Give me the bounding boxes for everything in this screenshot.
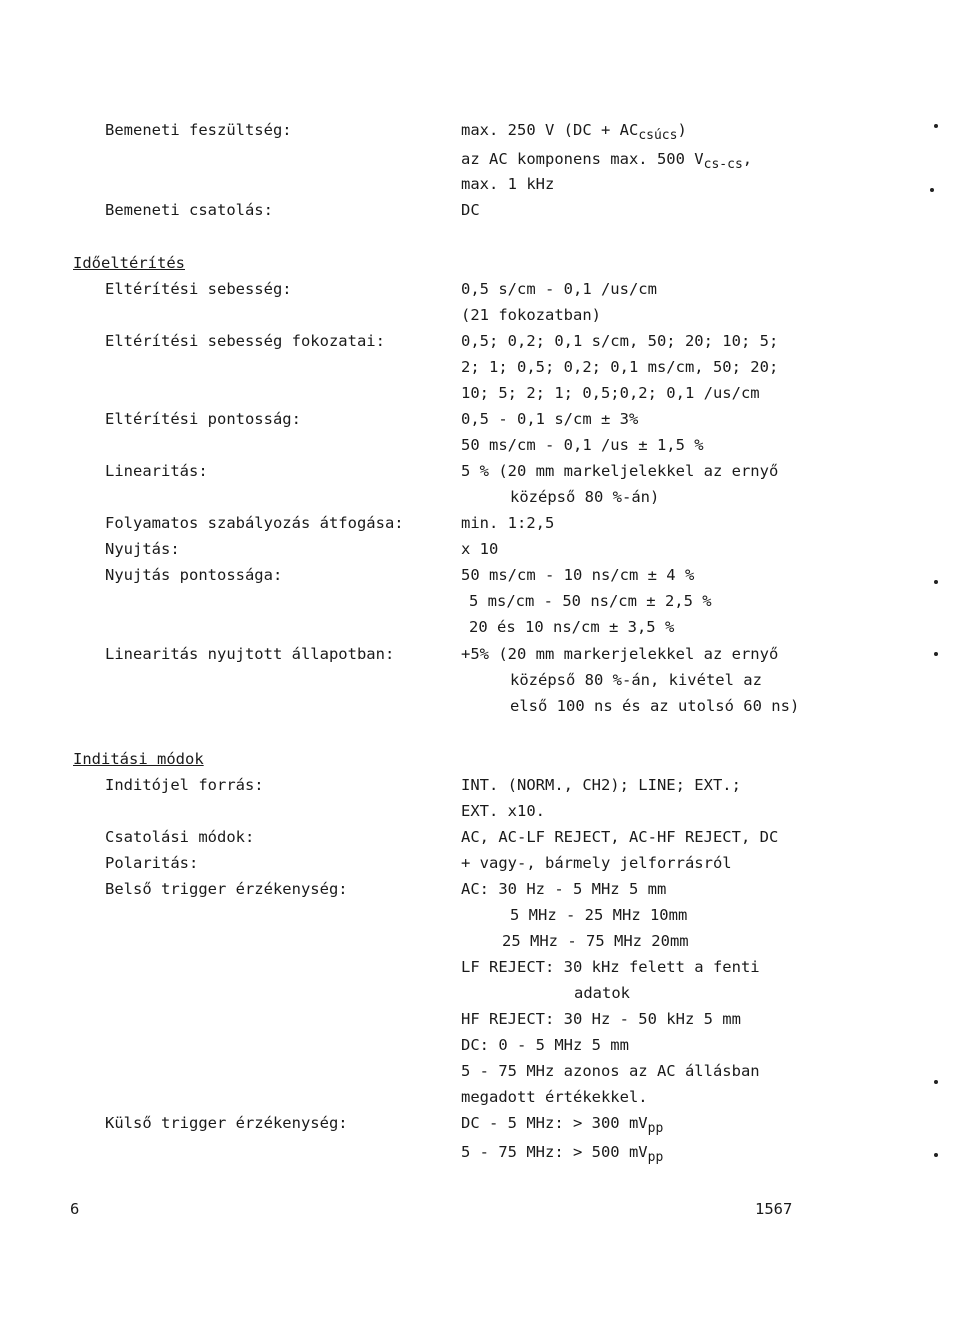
scan-speck — [934, 1153, 938, 1157]
page-number: 6 — [70, 1200, 80, 1218]
document-number: 1567 — [755, 1200, 793, 1218]
sweep-steps-line-3: 10; 5; 2; 1; 0,5;0,2; 0,1 /us/cm — [461, 384, 760, 402]
sweep-steps-line-1: 0,5; 0,2; 0,1 s/cm, 50; 20; 10; 5; — [461, 332, 779, 350]
sweep-accuracy-label: Eltérítési pontosság: — [105, 410, 301, 428]
internal-trigger-line-9: megadott értékekkel. — [461, 1088, 648, 1106]
input-coupling-label: Bemeneti csatolás: — [105, 201, 273, 219]
input-voltage-line-2: az AC komponens max. 500 $V_{cs-cs}$, — [461, 150, 753, 172]
internal-trigger-line-2: 5 MHz - 25 MHz 10mm — [510, 906, 688, 924]
linearity-line-2: középső 80 %-án) — [510, 488, 660, 506]
magnified-linearity-line-2: középső 80 %-án, kivétel az — [510, 671, 762, 689]
trigger-polarity-value: + vagy-, bármely jelforrásról — [461, 854, 732, 872]
input-voltage-line-3: max. 1 kHz — [461, 175, 555, 193]
trigger-coupling-label: Csatolási módok: — [105, 828, 255, 846]
scan-speck — [934, 580, 938, 584]
magnified-linearity-line-1: +5% (20 mm markerjelekkel az ernyő — [461, 645, 779, 663]
external-trigger-line-1: DC - 5 MHz: > 300 $mV_{pp}$ — [461, 1114, 664, 1136]
internal-trigger-line-3: 25 MHz - 75 MHz 20mm — [502, 932, 689, 950]
input-voltage-label: Bemeneti feszültség: — [105, 121, 292, 139]
section-title-trigger: Inditási módok — [73, 750, 204, 768]
internal-trigger-line-4: LF REJECT: 30 kHz felett a fenti — [461, 958, 760, 976]
input-voltage-line-1: max. 250 V $(DC + AC_{csúcs})$ — [461, 121, 687, 143]
sweep-speed-label: Eltérítési sebesség: — [105, 280, 292, 298]
sweep-accuracy-line-2: 50 ms/cm - 0,1 /us ± 1,5 % — [461, 436, 704, 454]
internal-trigger-label: Belső trigger érzékenység: — [105, 880, 348, 898]
sweep-steps-line-2: 2; 1; 0,5; 0,2; 0,1 ms/cm, 50; 20; — [461, 358, 779, 376]
variable-control-value: min. 1:2,5 — [461, 514, 555, 532]
magnifier-accuracy-label: Nyujtás pontossága: — [105, 566, 283, 584]
scan-speck — [934, 652, 938, 656]
internal-trigger-line-7: DC: 0 - 5 MHz 5 mm — [461, 1036, 629, 1054]
magnifier-label: Nyujtás: — [105, 540, 180, 558]
sweep-speed-line-1: 0,5 s/cm - 0,1 /us/cm — [461, 280, 657, 298]
external-trigger-label: Külső trigger érzékenység: — [105, 1114, 348, 1132]
trigger-polarity-label: Polaritás: — [105, 854, 199, 872]
scan-speck — [934, 1080, 938, 1084]
trigger-coupling-value: AC, AC-LF REJECT, AC-HF REJECT, DC — [461, 828, 779, 846]
internal-trigger-line-8: 5 - 75 MHz azonos az AC állásban — [461, 1062, 760, 1080]
external-trigger-line-2: 5 - 75 MHz: > 500 $mV_{pp}$ — [461, 1143, 664, 1165]
magnifier-value: x 10 — [461, 540, 499, 558]
trigger-source-label: Inditójel forrás: — [105, 776, 264, 794]
internal-trigger-line-5: adatok — [574, 984, 630, 1002]
trigger-source-line-2: EXT. x10. — [461, 802, 545, 820]
magnified-linearity-line-3: első 100 ns és az utolsó 60 ns) — [510, 697, 800, 715]
linearity-line-1: 5 % (20 mm markeljelekkel az ernyő — [461, 462, 779, 480]
sweep-steps-label: Eltérítési sebesség fokozatai: — [105, 332, 385, 350]
magnifier-accuracy-line-3: 20 és 10 ns/cm ± 3,5 % — [469, 618, 675, 636]
section-title-timebase: Időeltérítés — [73, 254, 185, 272]
magnified-linearity-label: Linearitás nyujtott állapotban: — [105, 645, 395, 663]
input-coupling-value: DC — [461, 201, 480, 219]
variable-control-label: Folyamatos szabályozás átfogása: — [105, 514, 404, 532]
scan-speck — [930, 188, 934, 192]
scan-speck — [934, 124, 938, 128]
sweep-accuracy-line-1: 0,5 - 0,1 s/cm ± 3% — [461, 410, 639, 428]
sweep-speed-line-2: (21 fokozatban) — [461, 306, 601, 324]
trigger-source-line-1: INT. (NORM., CH2); LINE; EXT.; — [461, 776, 741, 794]
internal-trigger-line-1: AC: 30 Hz - 5 MHz 5 mm — [461, 880, 667, 898]
linearity-label: Linearitás: — [105, 462, 208, 480]
magnifier-accuracy-line-2: 5 ms/cm - 50 ns/cm ± 2,5 % — [469, 592, 712, 610]
magnifier-accuracy-line-1: 50 ms/cm - 10 ns/cm ± 4 % — [461, 566, 695, 584]
internal-trigger-line-6: HF REJECT: 30 Hz - 50 kHz 5 mm — [461, 1010, 741, 1028]
